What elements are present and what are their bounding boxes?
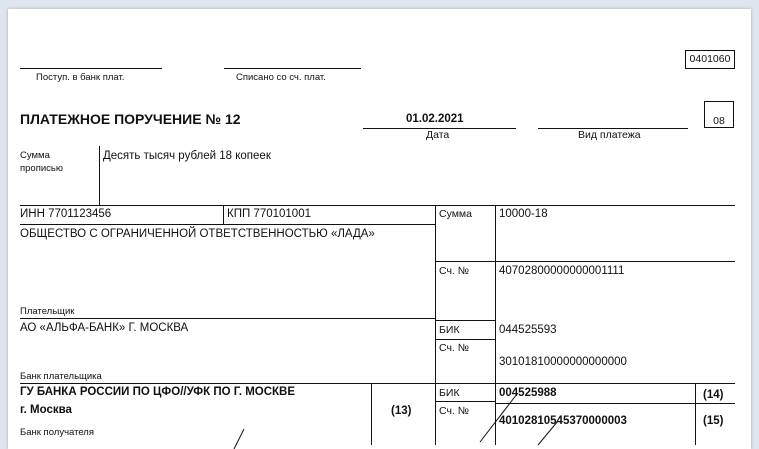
leader-line-account [538, 421, 558, 445]
recipient-bik: 004525988 [499, 387, 557, 399]
field-14: (14) [703, 389, 724, 401]
order-date: 01.02.2021 [406, 113, 464, 125]
payer-amount-label: Сумма [439, 208, 472, 220]
field-13: (13) [391, 405, 412, 417]
payer-amount: 10000-18 [499, 208, 548, 220]
payer-account-label: Сч. № [439, 265, 470, 277]
amount-words-value: Десять тысяч рублей 18 копеек [103, 150, 271, 162]
recipient-bik-label: БИК [439, 387, 460, 399]
status-code: 08 [713, 115, 725, 127]
field-15: (15) [703, 415, 724, 427]
recipient-bank-name: ГУ БАНКА РОССИИ ПО ЦФО//УФК ПО Г. МОСКВЕ [20, 386, 296, 398]
annotation-leader-lines [8, 9, 751, 449]
form-code: 0401060 [689, 53, 731, 65]
payer-bank-bik: 044525593 [499, 324, 557, 336]
amount-words-label-2: прописью [20, 163, 63, 174]
payer-inn: ИНН 7701123456 [20, 208, 112, 220]
payer-bank-account-label: Сч. № [439, 342, 470, 354]
leader-line-bank [234, 429, 244, 449]
date-label: Дата [426, 129, 450, 141]
payer-bank-account: 30101810000000000000 [499, 356, 627, 368]
amount-words-label-1: Сумма [20, 150, 50, 161]
payer-name: ОБЩЕСТВО С ОГРАНИЧЕННОЙ ОТВЕТСТВЕННОСТЬЮ «ЛАДА» [20, 228, 375, 240]
recipient-account-label: Сч. № [439, 405, 470, 417]
recipient-account: 40102810545370000003 [499, 415, 627, 427]
payment-order-form [8, 9, 751, 449]
payer-bank-name: АО «АЛЬФА-БАНК» Г. МОСКВА [20, 322, 189, 334]
payer-label: Плательщик [20, 306, 75, 317]
recipient-bank-city: г. Москва [20, 404, 72, 416]
payer-kpp: КПП 770101001 [227, 208, 311, 220]
recipient-bank-label: Банк получателя [20, 427, 94, 438]
order-title: ПЛАТЕЖНОЕ ПОРУЧЕНИЕ № 12 [20, 111, 241, 127]
payer-account: 40702800000000001111 [499, 265, 625, 277]
payer-bank-bik-label: БИК [439, 324, 460, 336]
received-label: Поступ. в банк плат. [36, 72, 125, 83]
debited-label: Списано со сч. плат. [236, 72, 326, 83]
leader-line-bik [480, 394, 517, 442]
payment-type-label: Вид платежа [578, 129, 641, 141]
payer-bank-label: Банк плательщика [20, 371, 102, 382]
